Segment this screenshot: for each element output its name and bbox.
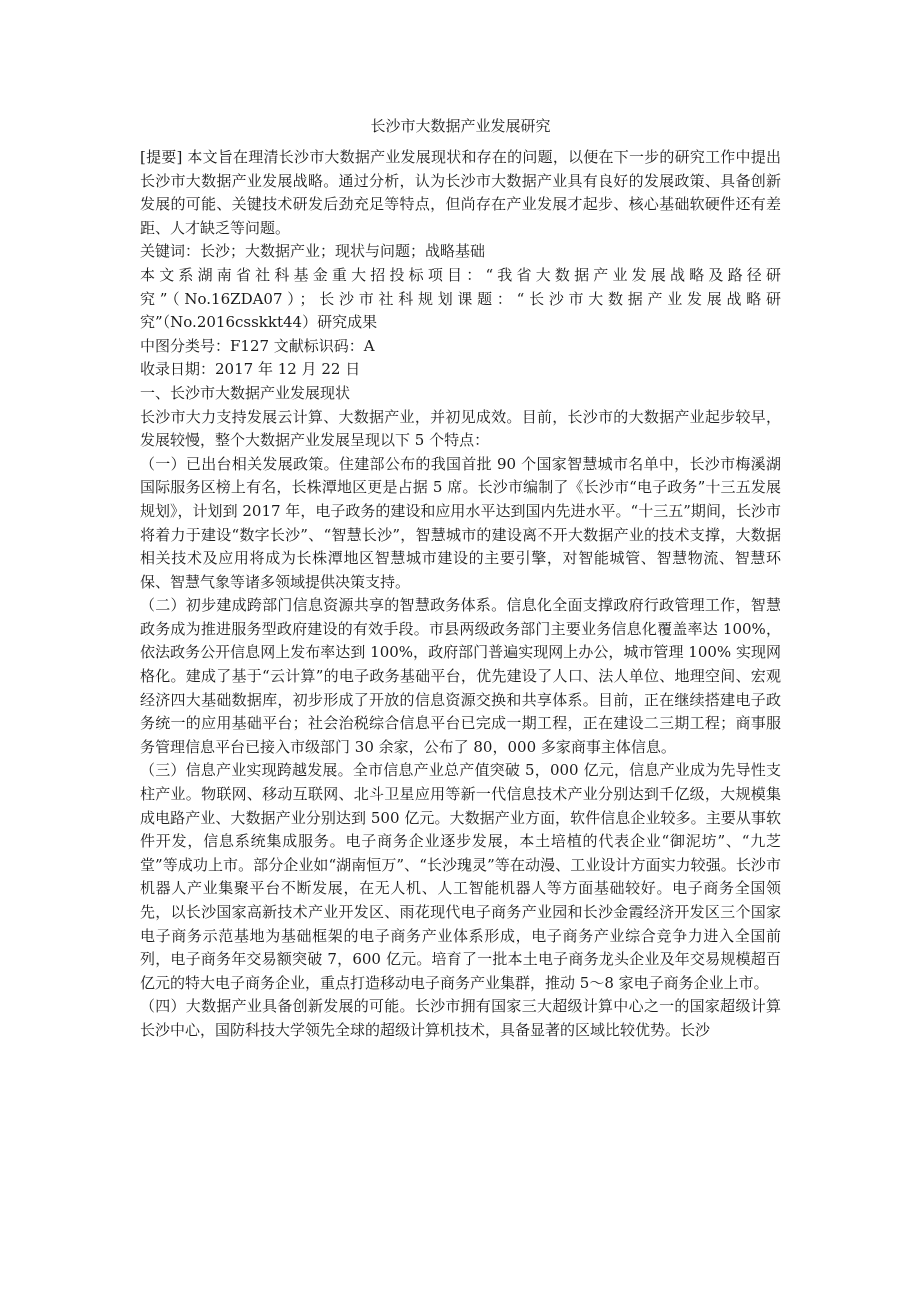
body-paragraph: 长沙市大力支持发展云计算、大数据产业，并初见成效。目前，长沙市的大数据产业起步较早，发展较慢，整个大数据产业发展呈现以下 5 个特点：: [140, 407, 781, 450]
body-paragraph: （三）信息产业实现跨越发展。全市信息产业总产值突破 5，000 亿元，信息产业成为先导性支柱产业。物联网、移动互联网、北斗卫星应用等新一代信息技术产业分别达到千亿级，大规模集成电路产业、大数据产业分别达到 500 亿元。大数据产业方面，软件信息企业较多。主要从事软件开发，信息系统集成服务。电子商务企业逐步发展，本土培植的代表企业“御泥坊”、“九芝堂”等成功上市。部分企业如“湖南恒万”、“长沙瑰灵”等在动漫、工业设计方面实力较强。长沙市机器人产业集聚平台不断发展，在无人机、人工智能机器人等方面基础较好。电子商务全国领先，以长沙国家高新技术产业开发区、雨花现代电子商务产业园和长沙金霞经济开发区三个国家电子商务示范基地为基础框架的电子商务产业体系形成，电子商务产业综合竞争力进入全国前列，电子商务年交易额突破 7，600 亿元。培育了一批本土电子商务龙头企业及年交易规模超百亿元的特大电子商务企业，重点打造移动电子商务产业集群，推动 5～8 家电子商务企业上市。: [140, 761, 781, 992]
classification-line: 中图分类号：F127 文献标识码：A: [140, 336, 375, 355]
abstract-paragraph: [提要] 本文旨在理清长沙市大数据产业发展现状和存在的问题，以便在下一步的研究工作中提出长沙市大数据产业发展战略。通过分析，认为长沙市大数据产业具有良好的发展政策、具备创新发展的可能、关键技术研发后劲充足等特点，但尚存在产业发展才起步、核心基础软硬件还有差距、人才缺乏等问题。: [140, 148, 781, 237]
body-paragraph: （二）初步建成跨部门信息资源共享的智慧政务体系。信息化全面支撑政府行政管理工作，智慧政务成为推进服务型政府建设的有效手段。市县两级政务部门主要业务信息化覆盖率达 100%，依法政务公开信息网上发布率达到 100%，政府部门普遍实现网上办公，城市管理 100% 实现网格化。建成了基于“云计算”的电子政务基础平台，优先建设了人口、法人单位、地理空间、宏观经济四大基础数据库，初步形成了开放的信息资源交换和共享体系。目前，正在继续搭建电子政务统一的应用基础平台；社会治税综合信息平台已完成一期工程，正在建设二三期工程；商事服务管理信息平台已接入市级部门 30 余家，公布了 80，000 多家商事主体信息。: [140, 596, 781, 756]
received-date-line: 收录日期：2017 年 12 月 22 日: [140, 360, 361, 379]
body-paragraph: （四）大数据产业具备创新发展的可能。长沙市拥有国家三大超级计算中心之一的国家超级计算长沙中心，国防科技大学领先全球的超级计算机技术，具备显著的区域比较优势。长沙: [140, 997, 781, 1039]
funding-note: 本文系湖南省社科基金重大招投标项目：“我省大数据产业发展战略及路径研究”（No.16ZDA07）；长沙市社科规划课题：“长沙市大数据产业发展战略研究”（No.2016csskkt44）研究成果: [140, 265, 781, 332]
body-paragraph: （一）已出台相关发展政策。住建部公布的我国首批 90 个国家智慧城市名单中，长沙市梅溪湖国际服务区榜上有名，长株潭地区更是占据 5 席。长沙市编制了《长沙市“电子政务”十三五发展规划》，计划到 2017 年，电子政务的建设和应用水平达到国内先进水平。“十三五”期间，长沙市将着力于建设“数字长沙”、“智慧长沙”，智慧城市的建设离不开大数据产业的技术支撑，大数据相关技术及应用将成为长株潭地区智慧城市建设的主要引擎，对智能城管、智慧物流、智慧环保、智慧气象等诸多领域提供决策支持。: [140, 454, 781, 591]
document-page: [140, 110, 781, 1043]
document-title: 长沙市大数据产业发展研究: [370, 117, 551, 135]
section-heading: 一、长沙市大数据产业发展现状: [140, 383, 351, 402]
keywords-line: 关键词：长沙；大数据产业；现状与问题；战略基础: [140, 242, 486, 261]
